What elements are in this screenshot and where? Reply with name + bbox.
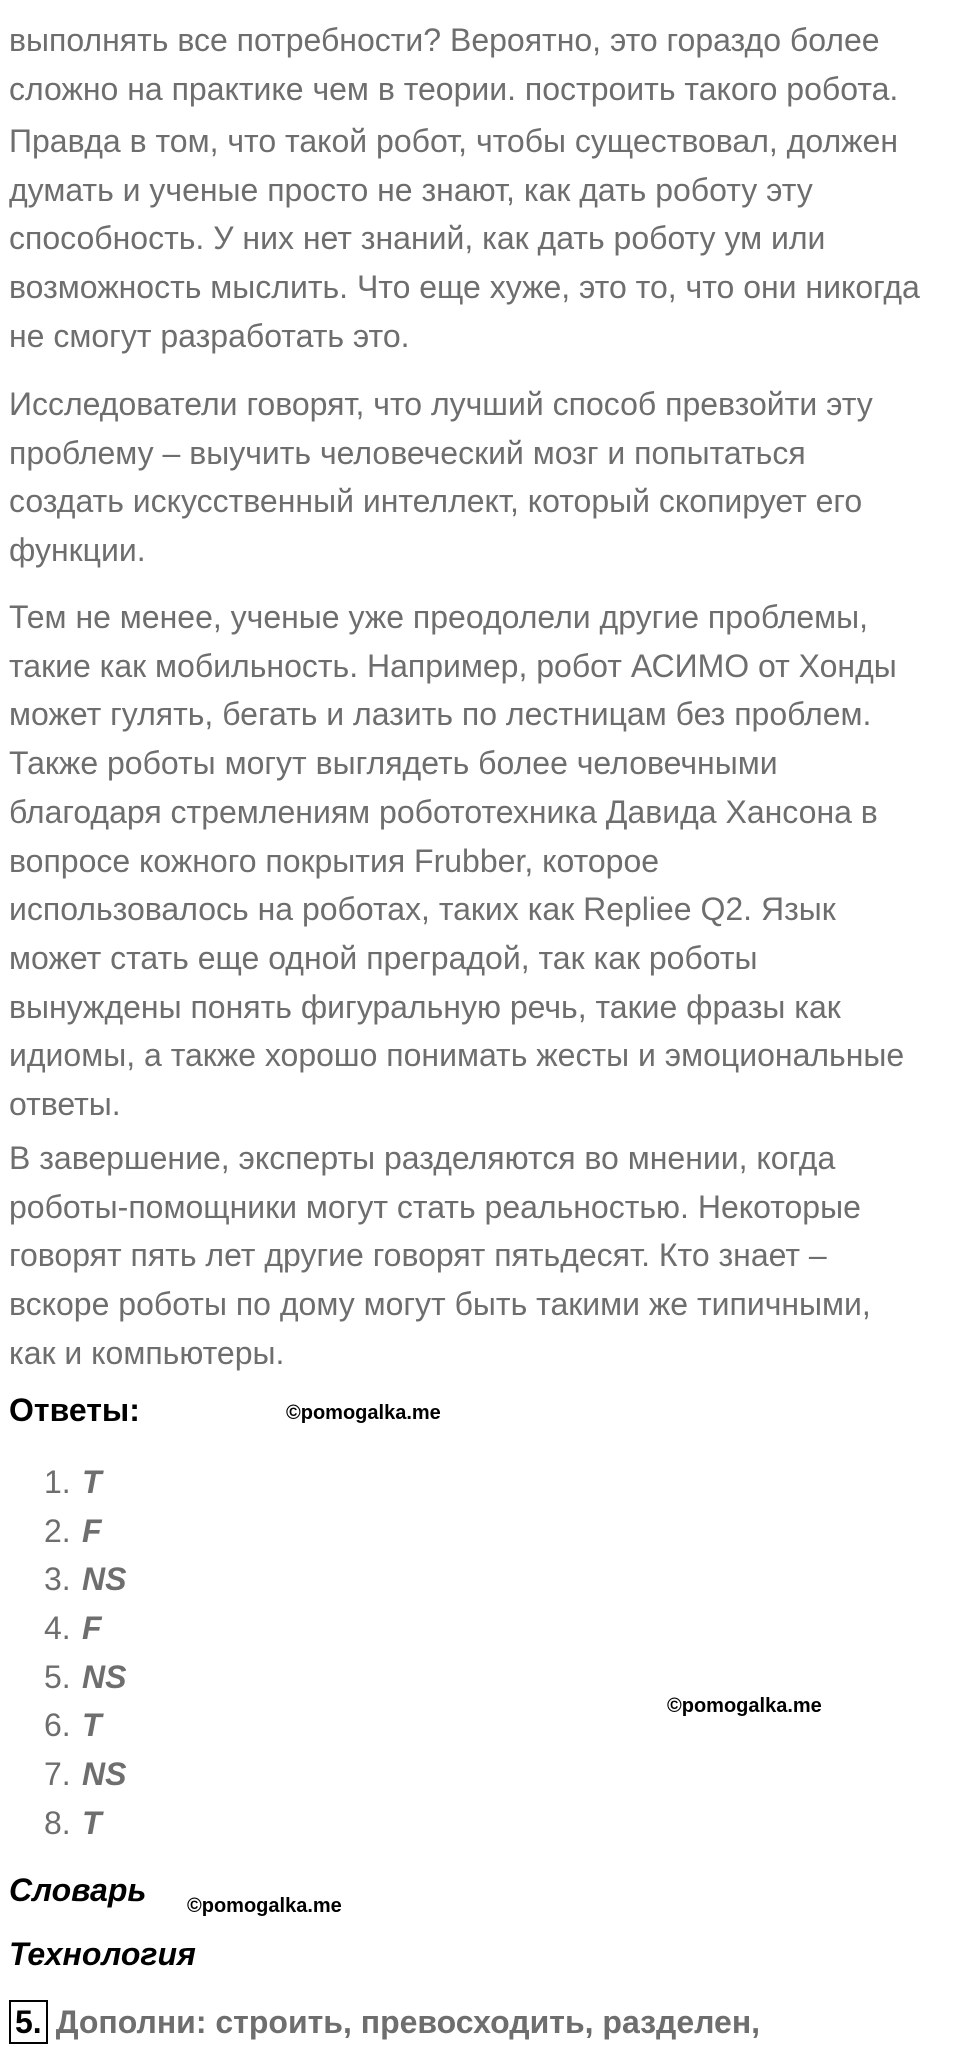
answers-heading: Ответы: [9,1392,140,1428]
topic-heading: Технология [9,1936,196,1972]
text-line: Также роботы могут выглядеть более человечными [9,745,778,782]
text-line: думать и ученые просто не знают, как дать роботу эту [9,171,813,208]
paragraph-1 [9,16,954,113]
text-line: способность. У них нет знаний, как дать роботу ум или [9,220,826,257]
text-line: использовалось на роботах, таких как Repliee Q2. Язык [9,891,836,928]
text-line: вынуждены понять фигуральную речь, такие фразы как [9,988,841,1025]
list-item: 1. T [44,1464,102,1500]
text-line: сложно на практике чем в теории. построить такого робота. [9,70,899,107]
text-line: Исследователи говорят, что лучший способ превзойти эту [9,386,873,422]
text-line: создать искусственный интеллект, который скопирует его [9,483,863,520]
text-line: благодаря стремлениям робототехника Давида Хансона в [9,793,878,830]
answers-list [44,1458,126,1848]
text-line: проблему – выучить человеческий мозг и попытаться [9,434,806,471]
text-line: может гулять, бегать и лазить по лестницам без проблем. [9,696,872,733]
list-item: 2. F [44,1512,102,1549]
list-item: 3. NS [44,1561,127,1598]
text-line: Правда в том, что такой робот, чтобы существовал, должен [9,123,898,159]
list-item: 7. NS [44,1756,127,1793]
paragraph-5 [9,1134,954,1378]
task-text: Дополни: строить, превосходить, разделен, [55,2004,761,2040]
task-line [9,2000,760,2044]
vocabulary-heading: Словарь [9,1872,147,1908]
text-line: говорят пять лет другие говорят пятьдесят. Кто знает – [9,1237,827,1274]
text-line: вскоре роботы по дому могут быть такими же типичными, [9,1286,871,1323]
watermark: ©pomogalka.me [187,1895,342,1917]
text-line: не смогут разработать это. [9,317,410,354]
text-line: ответы. [9,1086,121,1123]
text-line: такие как мобильность. Например, робот АСИМО от Хонды [9,647,897,684]
text-line: В завершение, эксперты разделяются во мнении, когда [9,1140,836,1176]
watermark: ©pomogalka.me [667,1695,822,1717]
list-item: 8. T [44,1804,102,1841]
list-item: 5. NS [44,1658,127,1695]
text-line: может стать еще одной преградой, так как роботы [9,939,758,976]
text-line: возможность мыслить. Что еще хуже, это то, что они никогда [9,269,920,306]
list-item: 6. T [44,1707,102,1744]
paragraph-3 [9,380,954,575]
text-line: Тем не менее, ученые уже преодолели другие проблемы, [9,599,869,635]
text-line: вопросе кожного покрытия Frubber, которое [9,842,660,879]
paragraph-4 [9,593,954,1129]
paragraph-2 [9,117,954,361]
text-line: роботы-помощники могут стать реальностью. Некоторые [9,1188,861,1225]
task-number-box: 5. [9,2000,48,2044]
text-line: функции. [9,532,146,569]
list-item: 4. F [44,1610,102,1647]
text-line: идиомы, а также хорошо понимать жесты и эмоциональные [9,1037,905,1074]
watermark: ©pomogalka.me [286,1402,441,1424]
text-line: как и компьютеры. [9,1334,285,1371]
text-line: выполнять все потребности? Вероятно, это гораздо более [9,22,880,58]
